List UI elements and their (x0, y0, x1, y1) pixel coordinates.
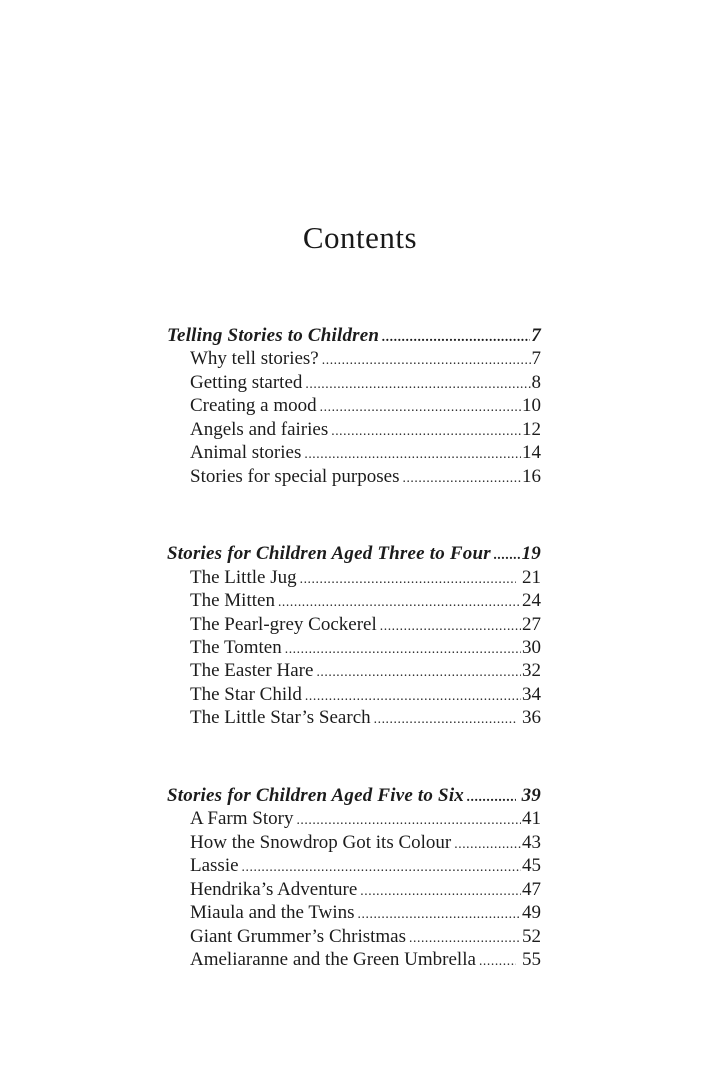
toc-entry-row (167, 442, 541, 465)
page-number: 19 (521, 543, 541, 565)
toc-entry-title: Stories for special purposes (190, 465, 400, 487)
page-number: 7 (531, 325, 541, 346)
page-number: 41 (522, 808, 541, 830)
page-number: 49 (522, 902, 541, 924)
leader-dots (316, 661, 521, 683)
page-number: 34 (522, 683, 541, 705)
toc-entry-title: The Mitten (190, 590, 275, 612)
toc-entry-row (167, 855, 541, 878)
toc-section-row (167, 325, 541, 348)
toc-entry-title: The Little Jug (190, 566, 297, 588)
toc-entry-row (167, 567, 541, 590)
page-number: 36 (517, 707, 541, 729)
toc-entry-row (167, 614, 541, 637)
toc-entry-title: How the Snowdrop Got its Colour (190, 831, 452, 853)
page-number: 52 (522, 925, 541, 947)
toc-entry-title: Miaula and the Twins (190, 902, 355, 924)
toc-entry-title: Lassie (190, 855, 239, 877)
toc-entry-row (167, 949, 541, 972)
toc-section-title: Stories for Children Aged Five to Six (167, 784, 465, 806)
toc-entry-row (167, 660, 541, 683)
leader-dots (322, 349, 531, 371)
page-number: 14 (522, 442, 541, 464)
toc-entry-title: Creating a mood (190, 395, 317, 417)
leader-dots (300, 568, 517, 590)
page-number: 32 (522, 660, 541, 682)
toc-entry-title: Giant Grummer’s Christmas (190, 925, 407, 947)
toc-entry-title: The Easter Hare (190, 660, 314, 682)
page-number: 7 (531, 348, 541, 370)
page-number: 24 (522, 590, 541, 612)
leader-dots (479, 950, 516, 972)
toc-entry-row (167, 879, 541, 902)
toc-entry-row (167, 637, 541, 660)
leader-dots (402, 467, 521, 489)
toc-section-title: Stories for Children Aged Three to Four (167, 543, 491, 565)
toc-section (167, 785, 541, 973)
page-number: 27 (522, 613, 541, 635)
page-number: 45 (522, 855, 541, 877)
toc-section (167, 325, 541, 489)
page-number: 30 (522, 636, 541, 658)
leader-dots (380, 615, 521, 637)
leader-dots (360, 880, 521, 902)
toc-entry-row (167, 348, 541, 371)
toc-entry-row (167, 419, 541, 442)
leader-dots (494, 544, 521, 566)
leader-dots (304, 443, 521, 465)
page-number: 12 (522, 418, 541, 440)
toc-entry-title: Why tell stories? (190, 348, 319, 370)
toc-entry-title: The Pearl-grey Cockerel (190, 613, 377, 635)
page-number: 39 (516, 784, 541, 806)
page-title: Contents (302, 220, 418, 255)
toc-entry-row (167, 808, 541, 831)
toc-section-title: Telling Stories to Children (167, 325, 380, 346)
toc-entry-title: A Farm Story (190, 808, 294, 830)
leader-dots (320, 396, 521, 418)
toc-entry-title: Ameliaranne and the Green Umbrella (190, 948, 476, 970)
leader-dots (305, 685, 521, 707)
toc-entry-row (167, 902, 541, 925)
leader-dots (467, 786, 516, 808)
toc-entry-row (167, 466, 541, 489)
leader-dots (305, 373, 530, 395)
toc-entry-row (167, 707, 541, 730)
toc-entry-row (167, 684, 541, 707)
page-number: 10 (522, 395, 541, 417)
leader-dots (278, 591, 521, 613)
toc-entry-row (167, 395, 541, 418)
toc-entry-title: The Star Child (190, 683, 302, 705)
leader-dots (374, 708, 517, 730)
page-number: 55 (517, 948, 541, 970)
toc-section-row (167, 543, 541, 566)
page-number: 47 (522, 878, 541, 900)
leader-dots (242, 856, 521, 878)
toc-entry-title: Hendrika’s Adventure (190, 878, 358, 900)
leader-dots (454, 833, 521, 855)
page-number: 16 (522, 465, 541, 487)
toc-entry-row (167, 590, 541, 613)
toc-section-row (167, 785, 541, 808)
leader-dots (296, 809, 521, 831)
toc-entry-title: The Tomten (190, 636, 282, 658)
leader-dots (358, 903, 521, 925)
toc-entry-row (167, 926, 541, 949)
page-number: 8 (531, 371, 541, 393)
toc-entry-title: Animal stories (190, 442, 302, 464)
toc-entry-title: Angels and fairies (190, 418, 329, 440)
toc-section (167, 543, 541, 731)
leader-dots (285, 638, 521, 660)
toc-entry-row (167, 832, 541, 855)
toc-entry-row (167, 372, 541, 395)
page-number: 43 (522, 831, 541, 853)
leader-dots (409, 927, 521, 949)
toc-entry-title: The Little Star’s Search (190, 707, 371, 729)
page-number: 21 (517, 566, 541, 588)
leader-dots (331, 420, 521, 442)
toc-entry-title: Getting started (190, 371, 303, 393)
leader-dots (382, 326, 530, 348)
table-of-contents (167, 325, 541, 972)
